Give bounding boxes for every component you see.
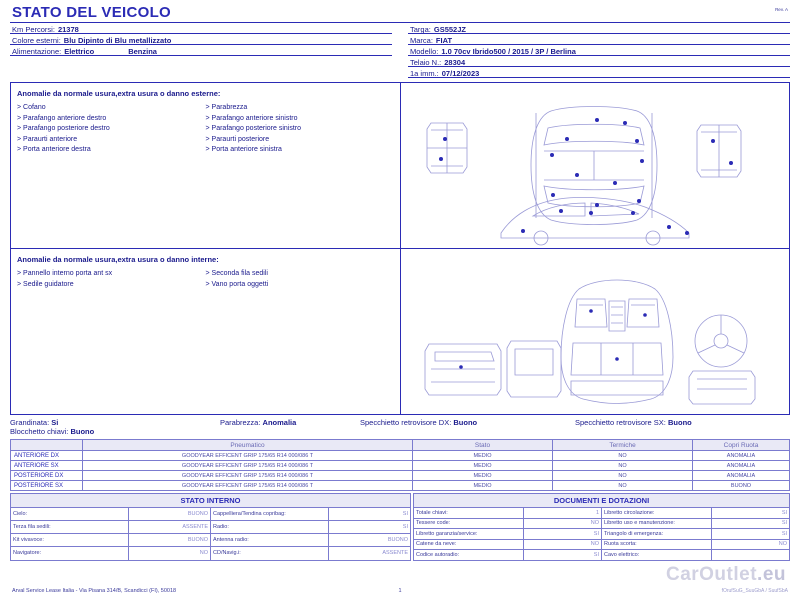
parabrezza-field [220,418,360,427]
tyres-col-stato: Stato [413,440,553,451]
external-damage-item: > Parafango posteriore destro [17,125,110,132]
footer-note: fOrufSuG_SuuGbA / SuufSbA [721,588,788,594]
document-value [712,550,790,561]
external-damage-item: > Porta anteriore destra [17,146,91,153]
tyre-copriruota: BUONO [693,481,790,491]
bottom-tables [10,493,790,561]
tyre-model: GOODYEAR EFFICENT GRIP 175/65 R14 000/086 T [83,481,413,491]
table-row [11,461,790,471]
external-damage-item: > Parabrezza [205,104,248,111]
tyre-copriruota: ANOMALIA [693,461,790,471]
blocchetto-field [10,427,790,436]
interior-value: ASSENTE [129,521,211,534]
field-colore-label: Colore esterni: [12,36,61,45]
document-key: Cavo elettrico: [602,550,712,561]
field-targa [408,23,790,34]
table-row [414,518,790,529]
document-key: Libretto garanzia/service: [414,529,524,540]
documents-title: DOCUMENTI E DOTAZIONI [414,494,790,508]
interior-key: Cappelliera/Tendina copribag: [211,508,329,521]
table-row [11,451,790,461]
tyre-stato: MEDIO [413,471,553,481]
documents-header-row [414,494,790,508]
document-value: NO [524,539,602,550]
document-value: NO [712,539,790,550]
internal-damage-left-col [17,269,206,290]
external-damage-title: Anomalie da normale usura,extra usura o danno esterne: [17,89,221,98]
watermark-suffix: .eu [757,564,786,585]
interior-key: Antenna radio: [211,534,329,547]
interior-header-row [11,494,411,508]
field-immatricolazione-value: 07/12/2023 [441,69,480,78]
specchietto-dx-label: Specchietto retrovisore DX: [360,418,452,427]
vehicle-info-block [10,23,790,78]
vehicle-info-left [10,23,400,78]
external-damage-item: > Porta anteriore sinistra [205,146,282,153]
external-damage-item: > Parafango anteriore sinistro [205,114,298,122]
interior-value: SI [329,508,411,521]
field-alimentazione-value: Elettrico [64,47,95,56]
field-targa-value: GS552JZ [433,25,466,34]
field-modello-label: Modello: [410,47,439,56]
external-damage-item: > Parafango posteriore sinistro [205,125,302,132]
document-value: SI [524,529,602,540]
footer-address: Arval Service Lease Italia - Via Pisana 314/B, Scandicci (FI), 50018 [12,588,177,594]
documents-table [413,493,790,561]
specchietto-sx-value: Buono [667,418,692,427]
vehicle-info-right [400,23,790,78]
document-value: SI [712,518,790,529]
specchietto-dx-field [360,418,575,427]
tyre-position: ANTERIORE SX [11,461,83,471]
blocchetto-value: Buono [70,427,95,436]
parabrezza-value: Anomalia [262,418,297,427]
field-alimentazione-label: Alimentazione: [12,47,62,56]
interior-value: BUONO [329,534,411,547]
tyre-copriruota: ANOMALIA [693,471,790,481]
document-value: NO [524,518,602,529]
external-damage-left-col [17,103,206,156]
tyre-position: POSTERIORE SX [11,481,83,491]
document-key: Libretto uso e manutenzione: [602,518,712,529]
field-spacer-left-1 [10,56,392,67]
table-row [11,471,790,481]
tyre-termiche: NO [553,451,693,461]
document-value: SI [524,550,602,561]
interior-vehicle-svg [401,249,787,414]
field-modello [408,45,790,56]
interior-key: CD/Navig.i: [211,547,329,560]
external-damage-item: > Cofano [17,104,46,111]
interior-value: BUONO [129,534,211,547]
field-alimentazione-value2: Benzina [128,47,157,56]
internal-damage-item: > Pannello interno porta ant sx [17,270,113,277]
tyre-stato: MEDIO [413,461,553,471]
interior-diagram [401,249,789,414]
tyres-header-row [11,440,790,451]
grandinata-value: Si [51,418,59,427]
document-key: Ruota scorta: [602,539,712,550]
field-colore [10,34,392,45]
tyres-col-termiche: Termiche [553,440,693,451]
document-value: SI [712,508,790,519]
tyre-termiche: NO [553,461,693,471]
field-targa-label: Targa: [410,25,431,34]
tyres-col-pneumatico: Pneumatico [83,440,413,451]
field-telaio [408,56,790,67]
table-row [11,547,411,560]
table-row [414,539,790,550]
document-key: Triangolo di emergenza: [602,529,712,540]
grandinata-label: Grandinata: [10,418,50,427]
tyre-position: POSTERIORE DX [11,471,83,481]
interior-value: SI [329,521,411,534]
field-modello-value: 1.0 70cv Ibrido500 / 2015 / 3P / Berlina [441,47,576,56]
interior-key: Kit vivavoce: [11,534,129,547]
specchietto-dx-value: Buono [453,418,478,427]
table-row [11,534,411,547]
field-telaio-label: Telaio N.: [410,58,442,67]
internal-damage-item: > Seconda fila sedili [205,270,268,277]
interior-title: STATO INTERNO [11,494,411,508]
field-km-label: Km Percorsi: [12,25,55,34]
interior-table [10,493,411,561]
internal-damage-text [11,249,401,414]
exterior-vehicle-svg [401,83,787,248]
tyre-stato: MEDIO [413,481,553,491]
document-value: 1 [524,508,602,519]
field-marca-value: FIAT [435,36,453,45]
interior-key: Navigatore: [11,547,129,560]
tyre-model: GOODYEAR EFFICENT GRIP 175/65 R14 000/086 T [83,461,413,471]
tyre-model: GOODYEAR EFFICENT GRIP 175/65 R14 000/086 T [83,451,413,461]
field-marca [408,34,790,45]
document-key: Totale chiavi: [414,508,524,519]
field-marca-label: Marca: [410,36,433,45]
field-immatricolazione [408,67,790,78]
external-damage-item: > Paraurti anteriore [17,135,78,143]
external-damage-text [11,83,401,248]
grandinata-field [10,418,220,427]
interior-value: ASSENTE [329,547,411,560]
parabrezza-label: Parabrezza: [220,418,261,427]
document-key: Tessere code: [414,518,524,529]
revision-label: Rev. A [775,7,788,12]
external-damage-right-col [206,103,395,156]
field-km-value: 21378 [57,25,79,34]
document-key: Catene da neve: [414,539,524,550]
field-alimentazione [10,45,392,56]
specchietto-sx-field [575,418,790,427]
document-value: SI [712,529,790,540]
watermark-text: CarOutlet [665,564,758,585]
exterior-diagram [401,83,789,248]
table-row [11,521,411,534]
interior-value: BUONO [129,508,211,521]
tyre-termiche: NO [553,471,693,481]
internal-damage-right-col [206,269,395,290]
interior-key: Radio: [211,521,329,534]
internal-damage-title: Anomalie da normale usura,extra usura o danno interne: [17,255,219,264]
external-damage-panel [11,83,789,249]
external-damage-item: > Paraurti posteriore [205,135,270,143]
page-footer [12,588,788,594]
external-damage-item: > Parafango anteriore destro [17,114,107,122]
field-colore-value: Blu Dipinto di Blu metallizzato [63,36,172,45]
field-immatricolazione-label: 1a imm.: [410,69,439,78]
watermark [666,564,786,586]
tyre-stato: MEDIO [413,451,553,461]
document-key: Libretto circolazione: [602,508,712,519]
interior-key: Terza fila sedili: [11,521,129,534]
tyres-col-copriruota: Copri Ruota [693,440,790,451]
tyres-col-blank [11,440,83,451]
tyre-position: ANTERIORE DX [11,451,83,461]
field-km [10,23,392,34]
condition-strip [10,418,790,436]
tyres-table [10,439,790,491]
damage-panels [10,82,790,415]
tyre-model: GOODYEAR EFFICENT GRIP 175/65 R14 000/086 T [83,471,413,481]
table-row [11,481,790,491]
table-row [11,508,411,521]
tyre-copriruota: ANOMALIA [693,451,790,461]
blocchetto-label: Blocchetto chiavi: [10,427,69,436]
document-key: Codice autoradio: [414,550,524,561]
interior-key: Cielo: [11,508,129,521]
specchietto-sx-label: Specchietto retrovisore SX: [575,418,666,427]
page-title: STATO DEL VEICOLO [12,4,172,21]
field-spacer-left-2 [10,67,392,78]
table-row [414,529,790,540]
internal-damage-item: > Vano porta oggetti [205,280,269,288]
table-row [414,550,790,561]
internal-damage-item: > Sedile guidatore [17,280,74,288]
interior-value: NO [129,547,211,560]
field-telaio-value: 28304 [444,58,466,67]
page-number: 1 [398,588,402,594]
table-row [414,508,790,519]
internal-damage-panel [11,249,789,414]
tyre-termiche: NO [553,481,693,491]
